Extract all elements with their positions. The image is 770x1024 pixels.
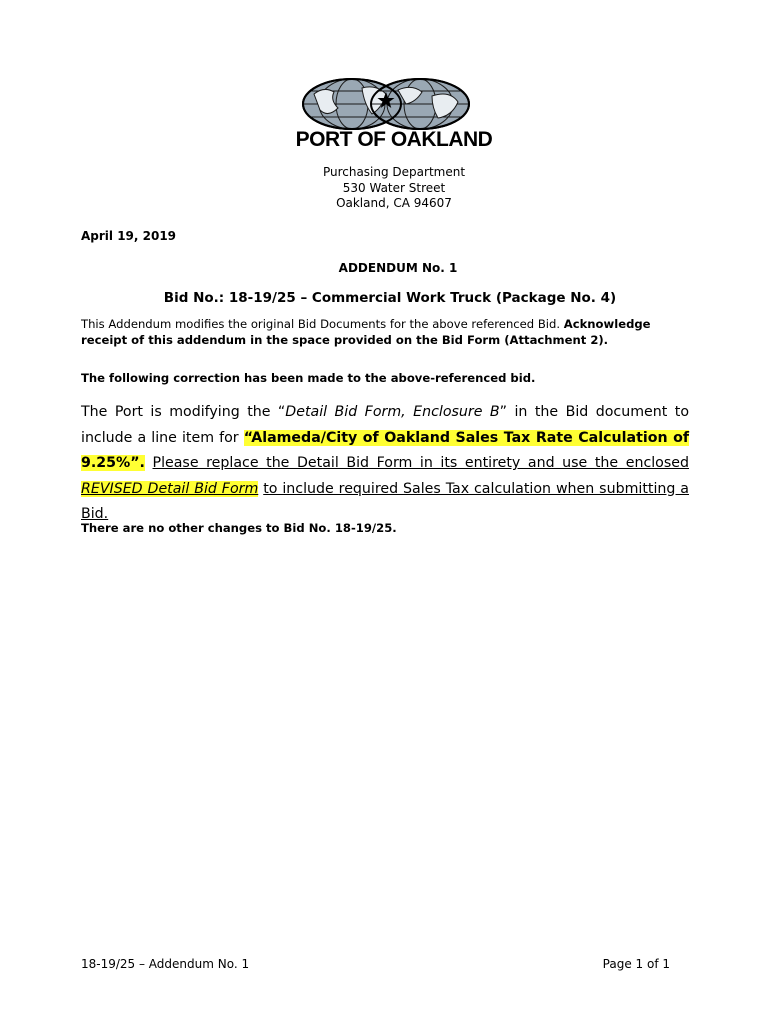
no-changes-statement: There are no other changes to Bid No. 18-19/25. <box>81 521 397 535</box>
intro-bold-text: Acknowledge receipt of this addendum in the space provided on the Bid Form (Attachment 2). <box>81 317 651 347</box>
address-city: Oakland, CA 94607 <box>336 196 452 210</box>
document-date: April 19, 2019 <box>81 229 177 243</box>
port-logo <box>295 78 493 158</box>
sender-address <box>0 165 770 212</box>
logo-text: PORT OF OAKLAND <box>295 128 493 151</box>
main-text-2: ” in the Bid document to include a line item for <box>81 404 690 446</box>
main-italic-form-name: Detail Bid Form, Enclosure B <box>285 404 500 420</box>
footer-doc-ref: 18-19/25 – Addendum No. 1 <box>81 957 250 971</box>
highlighted-tax-rate: “Alameda/City of Oakland Sales Tax Rate Calculation of 9.25%”. <box>81 429 690 471</box>
footer-page-number: Page 1 of 1 <box>602 957 670 971</box>
revised-form-name: REVISED Detail Bid Form <box>81 480 259 497</box>
bid-title <box>0 290 770 306</box>
bid-title-text: Bid No.: 18-19/25 – Commercial Work Truck (Package No. 4) <box>163 290 617 306</box>
addendum-title-text: ADDENDUM No. 1 <box>338 261 458 275</box>
main-underline-2: to include required Sales Tax calculation when submitting a Bid. <box>81 480 689 522</box>
addendum-title <box>0 261 770 275</box>
address-street: 530 Water Street <box>342 180 446 195</box>
intro-normal-text: This Addendum modifies the original Bid Documents for the above referenced Bid. <box>81 317 564 331</box>
intro-paragraph <box>81 317 691 348</box>
main-paragraph <box>81 400 689 528</box>
address-department: Purchasing Department <box>322 165 466 179</box>
correction-statement: The following correction has been made to the above-referenced bid. <box>81 371 536 385</box>
main-underline-1: Please replace the Detail Bid Form in its entirety and use the enclosed <box>152 455 689 471</box>
main-text-1: The Port is modifying the “ <box>81 404 286 420</box>
globes-logo-icon <box>302 78 470 130</box>
